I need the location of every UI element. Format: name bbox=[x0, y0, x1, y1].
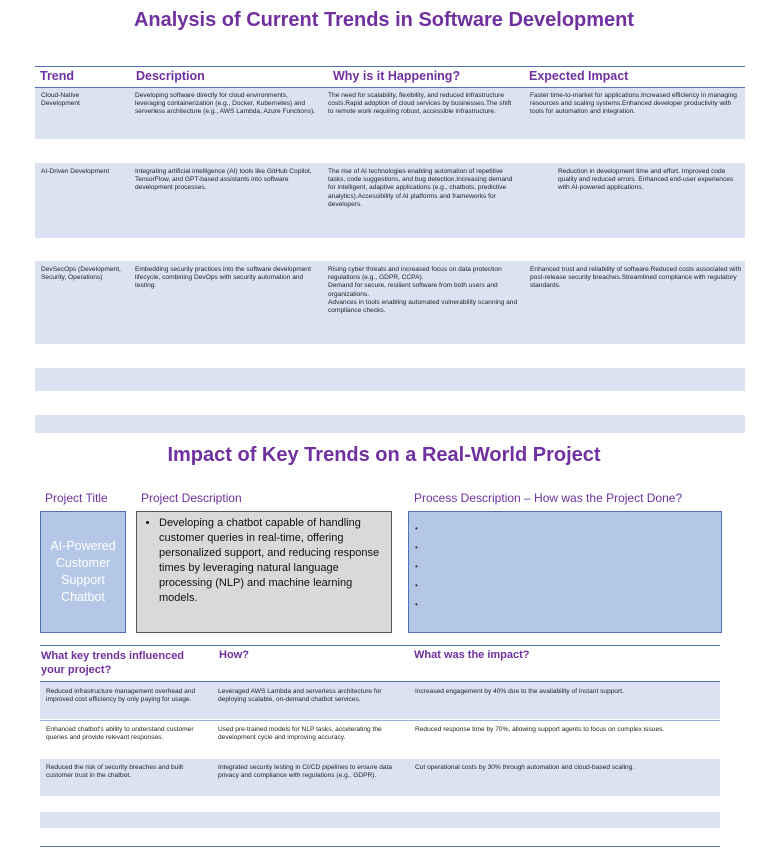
table1-top-rule bbox=[35, 66, 745, 67]
col-header-trends: What key trends influenced your project? bbox=[41, 650, 185, 676]
project-title-box bbox=[40, 511, 126, 633]
t2-row1-how: Leveraged AWS Lambda and serverless architecture for deploying scalable, on-demand chatbot services. bbox=[218, 688, 382, 704]
row1-why: The need for scalability, flexibility, and reduced infrastructure costs.Rapid adoption of cloud services by businesses.The shift to remote work requiring robust, accessible infrastructure. bbox=[328, 92, 512, 116]
t2-row2-trend: Enhanced chatbot's ability to understand customer queries and provide relevant responses. bbox=[46, 726, 194, 742]
process-bullet: • bbox=[415, 543, 418, 552]
process-description-box bbox=[408, 511, 722, 633]
row3-description: Embedding security practices into the software development lifecycle, combining DevOps with security automation and testing. bbox=[135, 266, 311, 290]
t2-row1-trend: Reduced infrastructure management overhead and improved cost efficiency by only paying for usage. bbox=[46, 688, 196, 704]
t2-row3-how: Integrated security testing in CI/CD pipelines to ensure data privacy and compliance with regulations (e.g., GDPR). bbox=[218, 764, 393, 780]
row2-description: Integrating artificial intelligence (AI) tools like GitHub Copilot, TensorFlow, and GPT-based assistants into software development processes. bbox=[135, 168, 312, 192]
process-bullet: • bbox=[415, 600, 418, 609]
t2-row1-impact: Increased engagement by 40% due to the availability of instant support. bbox=[415, 688, 624, 695]
row3-why-line: Demand for secure, resilient software from both users and organizations. bbox=[328, 282, 498, 298]
project-title-label: Project Title bbox=[45, 491, 108, 505]
process-description-label: Process Description – How was the Project Done? bbox=[414, 491, 683, 505]
process-bullet: • bbox=[415, 562, 418, 571]
row2-impact: Reduction in development time and effort. Improved code quality and reduced errors. Enhanced end-user experiences with AI-powered applications. bbox=[558, 168, 734, 192]
row3-trend: DevSecOps (Development, Security, Operations) bbox=[41, 266, 121, 282]
row3-why-line: Advances in tools enabling automated vulnerability scanning and compliance checks. bbox=[328, 298, 518, 315]
t2-row2-how: Used pre-trained models for NLP tasks, accelerating the development cycle and improving accuracy. bbox=[218, 726, 382, 742]
table-row-empty bbox=[35, 415, 745, 433]
section1-title: Analysis of Current Trends in Software Development bbox=[133, 9, 635, 31]
row3-why-line: Rising cyber threats and increased focus on data protection regulations (e.g., GDPR, CCPA). bbox=[328, 266, 502, 282]
t2-row3-trend: Reduced the risk of security breaches and built customer trust in the chatbot. bbox=[46, 764, 184, 780]
row2-trend: AI-Driven Development bbox=[41, 168, 110, 175]
project-description-label: Project Description bbox=[141, 491, 242, 505]
project-title-text: AI-Powered Customer Support Chatbot bbox=[50, 539, 116, 604]
row1-trend: Cloud-Native Development bbox=[41, 92, 80, 108]
row-divider bbox=[40, 720, 720, 721]
table-row-empty bbox=[35, 368, 745, 391]
project-description-box bbox=[136, 511, 392, 633]
row1-impact: Faster time-to-market for applications.Increased efficiency in managing resources and scaling systems.Enhanced developer productivity with tools for automation and integration. bbox=[530, 92, 737, 116]
table2-bottom-rule bbox=[40, 846, 720, 847]
process-bullet: • bbox=[415, 581, 418, 590]
col-header-impact2: What was the impact? bbox=[414, 649, 530, 661]
col-header-trend: Trend bbox=[40, 69, 75, 83]
row3-impact: Enhanced trust and reliability of software.Reduced costs associated with post-release security breaches.Streamlined compliance with regulatory standards. bbox=[530, 266, 742, 290]
row3-why bbox=[328, 266, 518, 315]
row2-why: The rise of AI technologies enabling automation of repetitive tasks, code suggestions, and bug detection.Increasing demand for intelligent, adaptive applications (e.g., chatbots, predictive analytics).Accessibility of AI platforms and frameworks for developers. bbox=[328, 168, 513, 208]
section2-title: Impact of Key Trends on a Real-World Project bbox=[167, 444, 601, 466]
project-description-text: • Developing a chatbot capable of handling customer queries in real-time, offering personalized support, and reducing response times by leveraging natural language processing (NLP) and machine learning models. bbox=[159, 516, 381, 606]
t2-row2-impact: Reduced response time by 70%, allowing support agents to focus on complex issues. bbox=[415, 726, 665, 733]
col-header-why: Why is it Happening? bbox=[333, 69, 461, 83]
col-header-impact: Expected Impact bbox=[529, 69, 629, 83]
process-bullet: • bbox=[415, 524, 418, 533]
t2-row3-impact: Cut operational costs by 30% through automation and cloud-based scaling. bbox=[415, 764, 635, 771]
table2-top-rule bbox=[40, 645, 720, 646]
col-header-how: How? bbox=[219, 649, 249, 661]
table-row-empty bbox=[40, 812, 720, 828]
col-header-description: Description bbox=[136, 69, 205, 83]
row1-description: Developing software directly for cloud environments, leveraging containerization (e.g., Docker, Kubernetes) and serverless architecture (e.g., AWS Lambda, Azure Functions). bbox=[135, 92, 316, 116]
